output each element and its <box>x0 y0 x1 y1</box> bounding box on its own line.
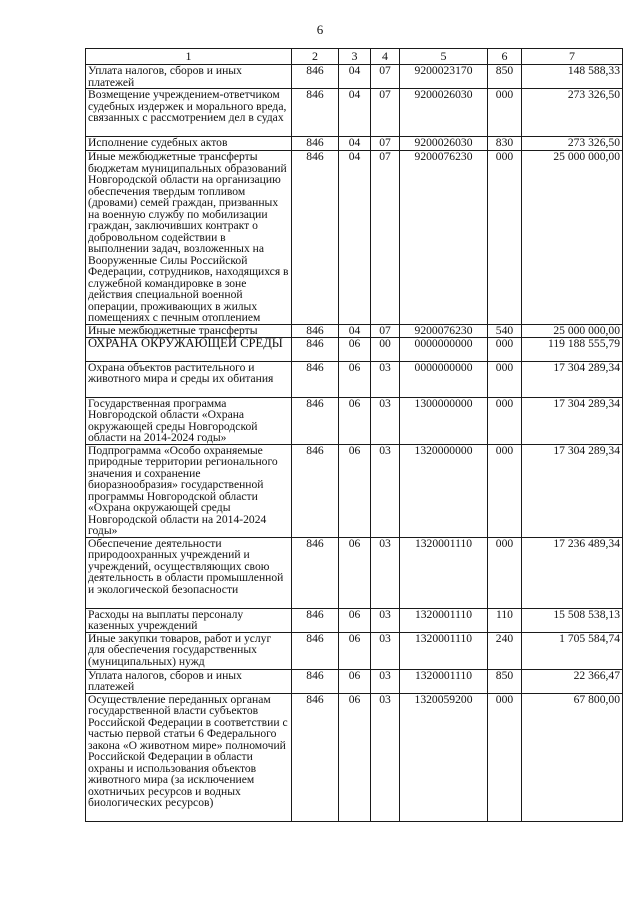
table-row <box>86 693 623 821</box>
row-code-6-cell: 540 <box>488 324 522 337</box>
row-code-2-cell: 846 <box>292 397 339 444</box>
table-row <box>86 397 623 444</box>
row-code-2-cell: 846 <box>292 151 339 325</box>
row-code-3-cell: 06 <box>339 693 371 821</box>
row-name-cell: Иные межбюджетные трансферты <box>86 324 292 337</box>
row-sum-cell: 273 326,50 <box>522 137 623 151</box>
column-header-7: 7 <box>522 49 623 65</box>
row-code-4-cell: 03 <box>371 669 400 693</box>
row-code-4-cell: 07 <box>371 324 400 337</box>
table-row <box>86 361 623 397</box>
row-code-3-cell: 06 <box>339 537 371 608</box>
row-code-6-cell: 850 <box>488 669 522 693</box>
row-code-2-cell: 846 <box>292 632 339 669</box>
row-code-4-cell: 03 <box>371 361 400 397</box>
row-code-6-cell: 110 <box>488 608 522 632</box>
row-sum-cell: 17 304 289,34 <box>522 361 623 397</box>
row-code-6-cell: 000 <box>488 444 522 537</box>
column-header-2: 2 <box>292 49 339 65</box>
row-name-cell: Государственная программа Новгородской области «Охрана окружающей среды Новгородской области на 2014-2024 годы» <box>86 397 292 444</box>
row-code-6-cell: 000 <box>488 337 522 361</box>
table-row <box>86 337 623 361</box>
row-code-5-cell: 1320001110 <box>400 669 488 693</box>
page-number: 6 <box>316 22 324 37</box>
row-code-3-cell: 06 <box>339 669 371 693</box>
row-name-cell: Исполнение судебных актов <box>86 137 292 151</box>
row-code-4-cell: 03 <box>371 444 400 537</box>
row-code-3-cell: 06 <box>339 397 371 444</box>
row-name-cell: Иные межбюджетные трансферты бюджетам муниципальных образований Новгородской области на организацию обеспечения твердым топливом (дровами) семей граждан, призванных на военную службу по мобилизации граждан, заключивших контракт о добровольном содействии в выполнении задач, возложенных на Вооруженные Силы Российской Федерации, сотрудников, находящихся в служебной командировке в зоне действия специальной военной операции, проживающих в жилых помещениях с печным отоплением <box>86 151 292 325</box>
column-header-3: 3 <box>339 49 371 65</box>
table-row <box>86 608 623 632</box>
column-header-5: 5 <box>400 49 488 65</box>
column-header-6: 6 <box>488 49 522 65</box>
row-code-3-cell: 04 <box>339 65 371 89</box>
row-code-4-cell: 07 <box>371 89 400 137</box>
table-row <box>86 537 623 608</box>
row-name-cell: Охрана объектов растительного и животного мира и среды их обитания <box>86 361 292 397</box>
table-header <box>86 49 623 65</box>
row-code-5-cell: 1320059200 <box>400 693 488 821</box>
row-code-3-cell: 06 <box>339 632 371 669</box>
row-code-6-cell: 850 <box>488 65 522 89</box>
row-code-2-cell: 846 <box>292 608 339 632</box>
row-name-cell: Осуществление переданных органам государственной власти субъектов Российской Федерации в соответствии с частью первой статьи 6 Федерального закона «О животном мире» полномочий Российской Федерации в области охраны и использования объектов животного мира (за исключением охотничьих ресурсов и водных биологических ресурсов) <box>86 693 292 821</box>
row-code-6-cell: 000 <box>488 397 522 444</box>
row-code-5-cell: 1320001110 <box>400 608 488 632</box>
row-sum-cell: 17 304 289,34 <box>522 444 623 537</box>
row-name-cell: Иные закупки товаров, работ и услуг для обеспечения государственных (муниципальных) нужд <box>86 632 292 669</box>
row-name-cell: Обеспечение деятельности природоохранных учреждений и учреждений, осуществляющих свою деятельность в области промышленной и экологической безопасности <box>86 537 292 608</box>
row-sum-cell: 25 000 000,00 <box>522 151 623 325</box>
budget-table <box>85 48 623 822</box>
row-code-5-cell: 9200076230 <box>400 151 488 325</box>
row-code-3-cell: 04 <box>339 151 371 325</box>
row-name-cell: ОХРАНА ОКРУЖАЮЩЕЙ СРЕДЫ <box>86 337 292 361</box>
row-sum-cell: 1 705 584,74 <box>522 632 623 669</box>
row-sum-cell: 25 000 000,00 <box>522 324 623 337</box>
column-header-1: 1 <box>86 49 292 65</box>
row-code-4-cell: 03 <box>371 608 400 632</box>
row-code-2-cell: 846 <box>292 693 339 821</box>
row-name-cell: Уплата налогов, сборов и иных платежей <box>86 669 292 693</box>
row-code-6-cell: 000 <box>488 693 522 821</box>
row-code-3-cell: 06 <box>339 608 371 632</box>
row-sum-cell: 148 588,33 <box>522 65 623 89</box>
row-code-5-cell: 9200026030 <box>400 137 488 151</box>
row-name-cell: Уплата налогов, сборов и иных платежей <box>86 65 292 89</box>
row-name-cell: Подпрограмма «Особо охраняемые природные территории регионального значения и сохранение биоразнообразия» государственной программы Новгородской области «Охрана окружающей среды Новгородской области на 2014-2024 годы» <box>86 444 292 537</box>
row-code-3-cell: 06 <box>339 337 371 361</box>
row-code-2-cell: 846 <box>292 337 339 361</box>
row-code-2-cell: 846 <box>292 137 339 151</box>
row-code-4-cell: 03 <box>371 397 400 444</box>
table-row <box>86 669 623 693</box>
row-code-3-cell: 06 <box>339 361 371 397</box>
table-row <box>86 444 623 537</box>
row-code-2-cell: 846 <box>292 537 339 608</box>
row-code-2-cell: 846 <box>292 361 339 397</box>
row-sum-cell: 22 366,47 <box>522 669 623 693</box>
row-code-3-cell: 04 <box>339 324 371 337</box>
row-sum-cell: 17 304 289,34 <box>522 397 623 444</box>
row-name-cell: Расходы на выплаты персоналу казенных учреждений <box>86 608 292 632</box>
row-code-4-cell: 03 <box>371 632 400 669</box>
row-sum-cell: 67 800,00 <box>522 693 623 821</box>
row-code-5-cell: 1320000000 <box>400 444 488 537</box>
row-code-5-cell: 1300000000 <box>400 397 488 444</box>
row-code-2-cell: 846 <box>292 65 339 89</box>
table-row <box>86 65 623 89</box>
table-row <box>86 137 623 151</box>
table-row <box>86 632 623 669</box>
row-code-5-cell: 9200023170 <box>400 65 488 89</box>
column-header-4: 4 <box>371 49 400 65</box>
row-code-5-cell: 0000000000 <box>400 361 488 397</box>
table-row <box>86 151 623 325</box>
row-code-5-cell: 1320001110 <box>400 537 488 608</box>
row-code-5-cell: 0000000000 <box>400 337 488 361</box>
row-sum-cell: 17 236 489,34 <box>522 537 623 608</box>
row-code-6-cell: 000 <box>488 89 522 137</box>
row-code-2-cell: 846 <box>292 669 339 693</box>
row-sum-cell: 273 326,50 <box>522 89 623 137</box>
row-code-4-cell: 07 <box>371 151 400 325</box>
row-code-6-cell: 000 <box>488 361 522 397</box>
row-code-5-cell: 9200076230 <box>400 324 488 337</box>
row-code-2-cell: 846 <box>292 444 339 537</box>
row-code-4-cell: 03 <box>371 693 400 821</box>
table-body <box>86 65 623 822</box>
row-code-6-cell: 830 <box>488 137 522 151</box>
row-code-5-cell: 9200026030 <box>400 89 488 137</box>
row-code-6-cell: 000 <box>488 537 522 608</box>
row-code-2-cell: 846 <box>292 324 339 337</box>
row-sum-cell: 15 508 538,13 <box>522 608 623 632</box>
row-code-4-cell: 07 <box>371 137 400 151</box>
row-code-2-cell: 846 <box>292 89 339 137</box>
header-row <box>86 49 623 65</box>
row-sum-cell: 119 188 555,79 <box>522 337 623 361</box>
row-code-6-cell: 240 <box>488 632 522 669</box>
row-code-3-cell: 06 <box>339 444 371 537</box>
row-code-4-cell: 03 <box>371 537 400 608</box>
row-name-cell: Возмещение учреждением-ответчиком судебных издержек и морального вреда, связанных с рассмотрением дел в судах <box>86 89 292 137</box>
row-code-4-cell: 07 <box>371 65 400 89</box>
row-code-3-cell: 04 <box>339 137 371 151</box>
row-code-3-cell: 04 <box>339 89 371 137</box>
row-code-5-cell: 1320001110 <box>400 632 488 669</box>
row-code-6-cell: 000 <box>488 151 522 325</box>
table-row <box>86 89 623 137</box>
row-code-4-cell: 00 <box>371 337 400 361</box>
